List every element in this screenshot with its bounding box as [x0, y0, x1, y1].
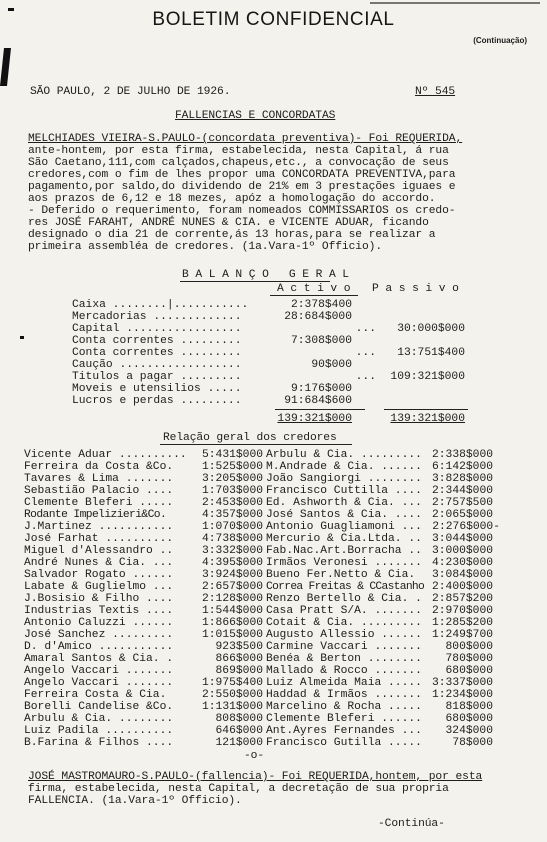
creditor-name: Cotait & Cia. ......... [266, 617, 422, 629]
creditor-amount: 4:230$000 [431, 557, 493, 569]
creditor-name: Mallado & Rocco ....... [266, 665, 422, 677]
creditor-amount: 1:234$000 [431, 689, 493, 701]
creditor-name: Casa Pratt S/A. ....... [266, 605, 422, 617]
creditor-row [0, 449, 547, 461]
creditor-amount: 780$000 [445, 653, 493, 665]
creditor-name: Luiz Almeida Maia ..... [266, 677, 422, 689]
creditor-row [0, 557, 547, 569]
creditor-row [0, 617, 547, 629]
creditor-name: Correa Freitas & CCastanho [266, 581, 425, 593]
creditor-amount: 4:395$000 [201, 557, 263, 569]
creditor-amount: 1:015$000 [201, 629, 263, 641]
creditor-name: Ant.Ayres Fernandes ... [266, 725, 422, 737]
creditor-name: Angelo Vaccari ....... [24, 677, 174, 689]
creditor-amount: 3:332$000 [201, 545, 263, 557]
balance-total-passivo: 139:321$000 [390, 413, 465, 425]
creditor-amount: 2:338$000 [431, 449, 493, 461]
creditor-name: M.Andrade & Cia. ...... [266, 461, 422, 473]
balance-activo: ... [355, 371, 376, 383]
creditor-row [0, 713, 547, 725]
creditor-name: D. d'Amico ........... [24, 641, 174, 653]
balance-label: Caução .................. [72, 359, 242, 371]
creditor-amount: 1:975$400 [201, 677, 263, 689]
creditors-title: Relação geral dos credores [163, 432, 337, 444]
balance-label: Mercadorias ............. [72, 311, 242, 323]
notice-line: firma, estabelecida, nesta Capital, a decretação de sua propria [28, 783, 449, 795]
creditor-name: Angelo Vaccari ....... [24, 665, 174, 677]
creditor-amount: 2:550$000 [201, 689, 263, 701]
balance-row [0, 359, 547, 371]
creditor-name: Miguel d'Alessandro .. [24, 545, 174, 557]
notice-line: São Caetano,111,com calçados,chapeus,etc., a convocação de seus [28, 157, 449, 169]
balance-row [0, 347, 547, 359]
balance-col-activo: A c t i v o [277, 283, 351, 295]
creditor-name: Ferreira da Costa &Co. [24, 461, 174, 473]
creditor-name: Ed. Ashworth & Cia. ... [266, 497, 422, 509]
creditor-name: José Sanchez ......... [24, 629, 174, 641]
balance-title-rule [180, 281, 330, 282]
balance-activo: 9:176$000 [290, 383, 352, 395]
balance-activo: 90$000 [311, 359, 352, 371]
creditor-row [0, 701, 547, 713]
creditor-name: Clemente Bleferi ..... [24, 497, 174, 509]
creditor-name: Arbulu & Cia. ......... [266, 449, 422, 461]
notice-line: ante-hontem, por esta firma, estabelecida, nesta Capital, á rua [28, 145, 449, 157]
creditor-row [0, 677, 547, 689]
balance-total-row [0, 413, 547, 425]
creditor-row [0, 641, 547, 653]
creditor-amount: 1:070$000 [201, 521, 263, 533]
creditor-name: Antonio Guagliamoni ... [266, 521, 422, 533]
creditor-name: Labate & Guglielmo ... [24, 581, 174, 593]
creditor-name: J.Bosisio & Filho .... [24, 593, 174, 605]
creditor-amount: 2:657$000 [201, 581, 263, 593]
creditor-amount: 818$000 [445, 701, 493, 713]
scan-mark [0, 48, 11, 86]
balance-total-rule [384, 409, 468, 410]
creditor-amount: 2:344$000 [431, 485, 493, 497]
creditor-name: Carmine Vaccari ....... [266, 641, 422, 653]
balance-row [0, 371, 547, 383]
scan-mark [370, 2, 540, 4]
creditor-row [0, 665, 547, 677]
balance-label: Capital ................. [72, 323, 242, 335]
balance-label: Moveis e utensilios ..... [72, 383, 242, 395]
notice-line [28, 133, 462, 145]
balance-row [0, 299, 547, 311]
creditor-name: Francisco Cuttilla .... [266, 485, 422, 497]
document-title: BOLETIM CONFIDENCIAL [152, 9, 395, 30]
creditor-amount: 2:276$000- [432, 521, 500, 533]
creditor-name: Fab.Nac.Art.Borracha .. [266, 545, 422, 557]
creditor-amount: 2:128$000 [201, 593, 263, 605]
creditor-amount: 2:400$000 [431, 581, 493, 593]
creditor-amount: 2:065$000 [431, 509, 493, 521]
creditor-row [0, 569, 547, 581]
creditor-row [0, 545, 547, 557]
creditor-name: João Sangiorgi ........ [266, 473, 422, 485]
creditor-amount: 646$000 [215, 725, 263, 737]
creditor-name: Clemente Bleferi ...... [266, 713, 422, 725]
creditor-amount: 4:738$000 [201, 533, 263, 545]
notice-line: MELCHIADES VIEIRA-S.PAULO-(concordata preventiva)- Foi REQUERIDA, [28, 133, 463, 145]
creditor-amount: 4:357$000 [201, 509, 263, 521]
balance-passivo: 13:751$400 [397, 347, 465, 359]
balance-activo: 2:378$400 [290, 299, 352, 311]
balance-total-activo: 139:321$000 [277, 413, 352, 425]
creditor-name: Bueno Fer.Netto & Cia. [266, 569, 416, 581]
creditor-row [0, 521, 547, 533]
creditor-name: José Santos & Cia. .... [266, 509, 422, 521]
creditor-amount: 2:857$200 [431, 593, 493, 605]
creditor-row [0, 653, 547, 665]
dateline-date: SÃO PAULO, 2 DE JULHO DE 1926. [30, 86, 231, 98]
notice-line: primeira assembléa de credores. (1a.Vara-1º Officio). [28, 241, 382, 253]
creditor-amount: 2:757$500 [431, 497, 493, 509]
balance-row [0, 311, 547, 323]
creditor-row [0, 581, 547, 593]
notice-line: credores,com o fim de lhes propor uma CONCORDATA PREVENTIVA,para [28, 169, 456, 181]
creditor-name: Marcelino & Rocha ..... [266, 701, 422, 713]
creditor-name: J.Martinez ........... [24, 521, 174, 533]
bulletin-number: Nº 545 [415, 86, 456, 98]
creditor-name: Amaral Santos & Cia. . [24, 653, 174, 665]
creditor-name: Augusto Allessio ...... [266, 629, 422, 641]
creditor-amount: 1:703$000 [201, 485, 263, 497]
creditor-amount: 866$000 [215, 653, 263, 665]
creditor-name: Rodante Impelizieri&Co. [24, 509, 167, 521]
creditor-name: Salvador Rogato ...... [24, 569, 174, 581]
notice-line: FALLENCIA. (1a.Vara-1º Officio). [28, 795, 242, 807]
continuation-label: (Continuação) [473, 36, 527, 45]
creditor-name: Mercurio & Cia.Ltda. .. [266, 533, 422, 545]
creditor-name: Irmãos Veronesi ....... [266, 557, 422, 569]
notice-line: aos prazos de 6,12 e 18 mezes, apóz a homologação do accordo. [28, 193, 436, 205]
creditor-name: Tavares & Lima ....... [24, 473, 174, 485]
balance-row [0, 383, 547, 395]
creditor-amount: 1:866$000 [201, 617, 263, 629]
balance-label: Titulos a pagar ......... [72, 371, 242, 383]
creditor-amount: 3:044$000 [431, 533, 493, 545]
balance-label: Caixa ........|........... [72, 299, 249, 311]
creditor-name: Ferreira Costa & Cia. [24, 689, 174, 701]
creditor-row [0, 605, 547, 617]
balance-title: B A L A N Ç O G E R A L [182, 269, 349, 281]
creditor-row [0, 737, 547, 749]
creditor-amount: 1:525$000 [201, 461, 263, 473]
creditor-name: Vicente Aduar .......... [24, 449, 187, 461]
creditor-amount: 3:205$000 [201, 473, 263, 485]
creditor-amount: 2:453$000 [201, 497, 263, 509]
creditors-title-rule [160, 444, 352, 445]
balance-passivo: 109:321$000 [390, 371, 465, 383]
activo-header-rule [270, 295, 358, 296]
creditor-amount: 324$000 [445, 725, 493, 737]
notice-line: res JOSÉ FARAHT, ANDRÉ NUNES & CIA. e VICENTE ADUAR, ficando [28, 217, 429, 229]
creditor-amount: 3:337$000 [431, 677, 493, 689]
balance-row [0, 335, 547, 347]
creditor-amount: 3:924$000 [201, 569, 263, 581]
balance-passivo: 30:000$000 [397, 323, 465, 335]
creditor-name: José Farhat .......... [24, 533, 174, 545]
creditor-amount: 869$000 [215, 665, 263, 677]
creditor-row [0, 533, 547, 545]
balance-activo: 91:684$600 [284, 395, 352, 407]
creditor-row [0, 593, 547, 605]
creditor-amount: 3:000$000 [431, 545, 493, 557]
notice-line: designado o dia 21 de corrente,ás 13 horas,para se realizar a [28, 229, 436, 241]
creditor-amount: 680$000 [445, 665, 493, 677]
creditor-name: B.Farina & Filhos .... [24, 737, 174, 749]
creditor-name: Sebastião Palacio .... [24, 485, 174, 497]
creditor-amount: 808$000 [215, 713, 263, 725]
creditor-row [0, 485, 547, 497]
creditor-row [0, 509, 547, 521]
creditor-row [0, 461, 547, 473]
creditor-amount: 3:828$000 [431, 473, 493, 485]
creditor-row [0, 725, 547, 737]
creditor-row [0, 689, 547, 701]
creditor-name: Renzo Bertello & Cia. . [266, 593, 422, 605]
balance-activo: 7:308$000 [290, 335, 352, 347]
balance-label: Lucros e perdas ......... [72, 395, 242, 407]
balance-label: Conta correntes ......... [72, 347, 242, 359]
creditor-amount: 3:084$000 [431, 569, 493, 581]
balance-activo: ... [355, 347, 376, 359]
balance-label: Conta correntes ......... [72, 335, 242, 347]
creditor-name: André Nunes & Cia. ... [24, 557, 174, 569]
balance-activo: ... [355, 323, 376, 335]
balance-activo: 28:684$000 [284, 311, 352, 323]
creditor-amount: 1:544$000 [201, 605, 263, 617]
creditor-name: Benéa & Berton ........ [266, 653, 422, 665]
creditor-amount: 2:970$000 [431, 605, 493, 617]
creditor-row [0, 497, 547, 509]
notice-line [28, 771, 482, 783]
creditor-amount: 6:142$000 [431, 461, 493, 473]
notice-line: JOSÉ MASTROMAURO-S.PAULO-(fallencia)- Foi REQUERIDA,hontem, por esta [28, 771, 483, 783]
creditor-name: Luiz Padila .......... [24, 725, 174, 737]
creditor-row [0, 629, 547, 641]
notice-line: pagamento,por saldo,do dividendo de 21% em 3 prestações iguaes e [28, 181, 456, 193]
section-title: FALLENCIAS E CONCORDATAS [175, 110, 336, 122]
creditor-amount: 680$000 [445, 713, 493, 725]
creditor-amount: 121$000 [215, 737, 263, 749]
creditor-amount: 800$000 [445, 641, 493, 653]
creditor-name: Francisco Gutilla ..... [266, 737, 422, 749]
creditor-amount: 1:131$000 [201, 701, 263, 713]
creditor-name: Industrias Textis .... [24, 605, 174, 617]
creditor-name: Arbulu & Cia. ........ [24, 713, 174, 725]
creditor-amount: 5:431$000 [201, 449, 263, 461]
creditor-row [0, 473, 547, 485]
creditor-amount: 78$000 [452, 737, 493, 749]
creditor-name: Antonio Caluzzi ...... [24, 617, 174, 629]
creditor-name: Borelli Candelise &Co. [24, 701, 174, 713]
balance-col-passivo: P a s s i v o [372, 283, 459, 295]
continue-label: -Continúa- [378, 818, 445, 830]
creditor-amount: 923$500 [215, 641, 263, 653]
notice-line: - Deferido o requerimento, foram nomeados COMMISSARIOS os credo- [28, 205, 456, 217]
creditor-amount: 1:249$700 [431, 629, 493, 641]
creditor-amount: 1:285$200 [431, 617, 493, 629]
creditor-name: Haddad & Irmãos ....... [266, 689, 422, 701]
balance-row [0, 395, 547, 407]
balance-row [0, 323, 547, 335]
balance-total-rule [275, 409, 365, 410]
section-separator: -o- [244, 750, 265, 762]
